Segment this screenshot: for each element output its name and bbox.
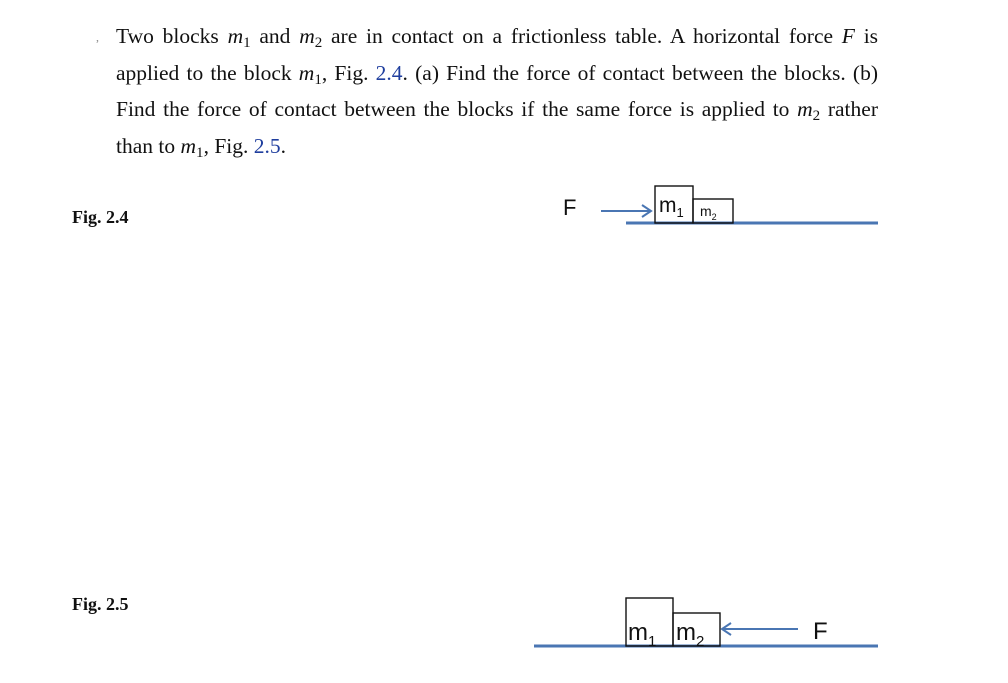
- fig-2-4-caption: Fig. 2.4: [72, 207, 129, 227]
- block-m1-label: $m_1$: [659, 194, 684, 220]
- block-m1-label: $m_1$: [628, 619, 657, 650]
- fig-2-5-link[interactable]: 2.5: [253, 134, 281, 159]
- block-m2-label: $m_2$: [676, 619, 705, 650]
- margin-mark: ,: [96, 30, 99, 44]
- force-label: F: [563, 195, 577, 220]
- problem-statement: Two blocks $m_1$ and $m_2$ are in contact on a frictionless table. A horizontal force F is applied to the block $m_1$, Fig. 2.4. (a) Find the force of contact between the blocks. (b) Find the force of contact between the blocks if the same force is applied to $m_2$ rather than to $m_1$, Fig. 2.5.: [116, 24, 879, 162]
- fig-2-4-link[interactable]: 2.4: [375, 60, 403, 85]
- fig-2-5-caption: Fig. 2.5: [72, 594, 129, 614]
- block-m2-label: $m_2$: [700, 203, 717, 222]
- force-label: F: [813, 618, 828, 645]
- force-symbol: F: [841, 24, 855, 48]
